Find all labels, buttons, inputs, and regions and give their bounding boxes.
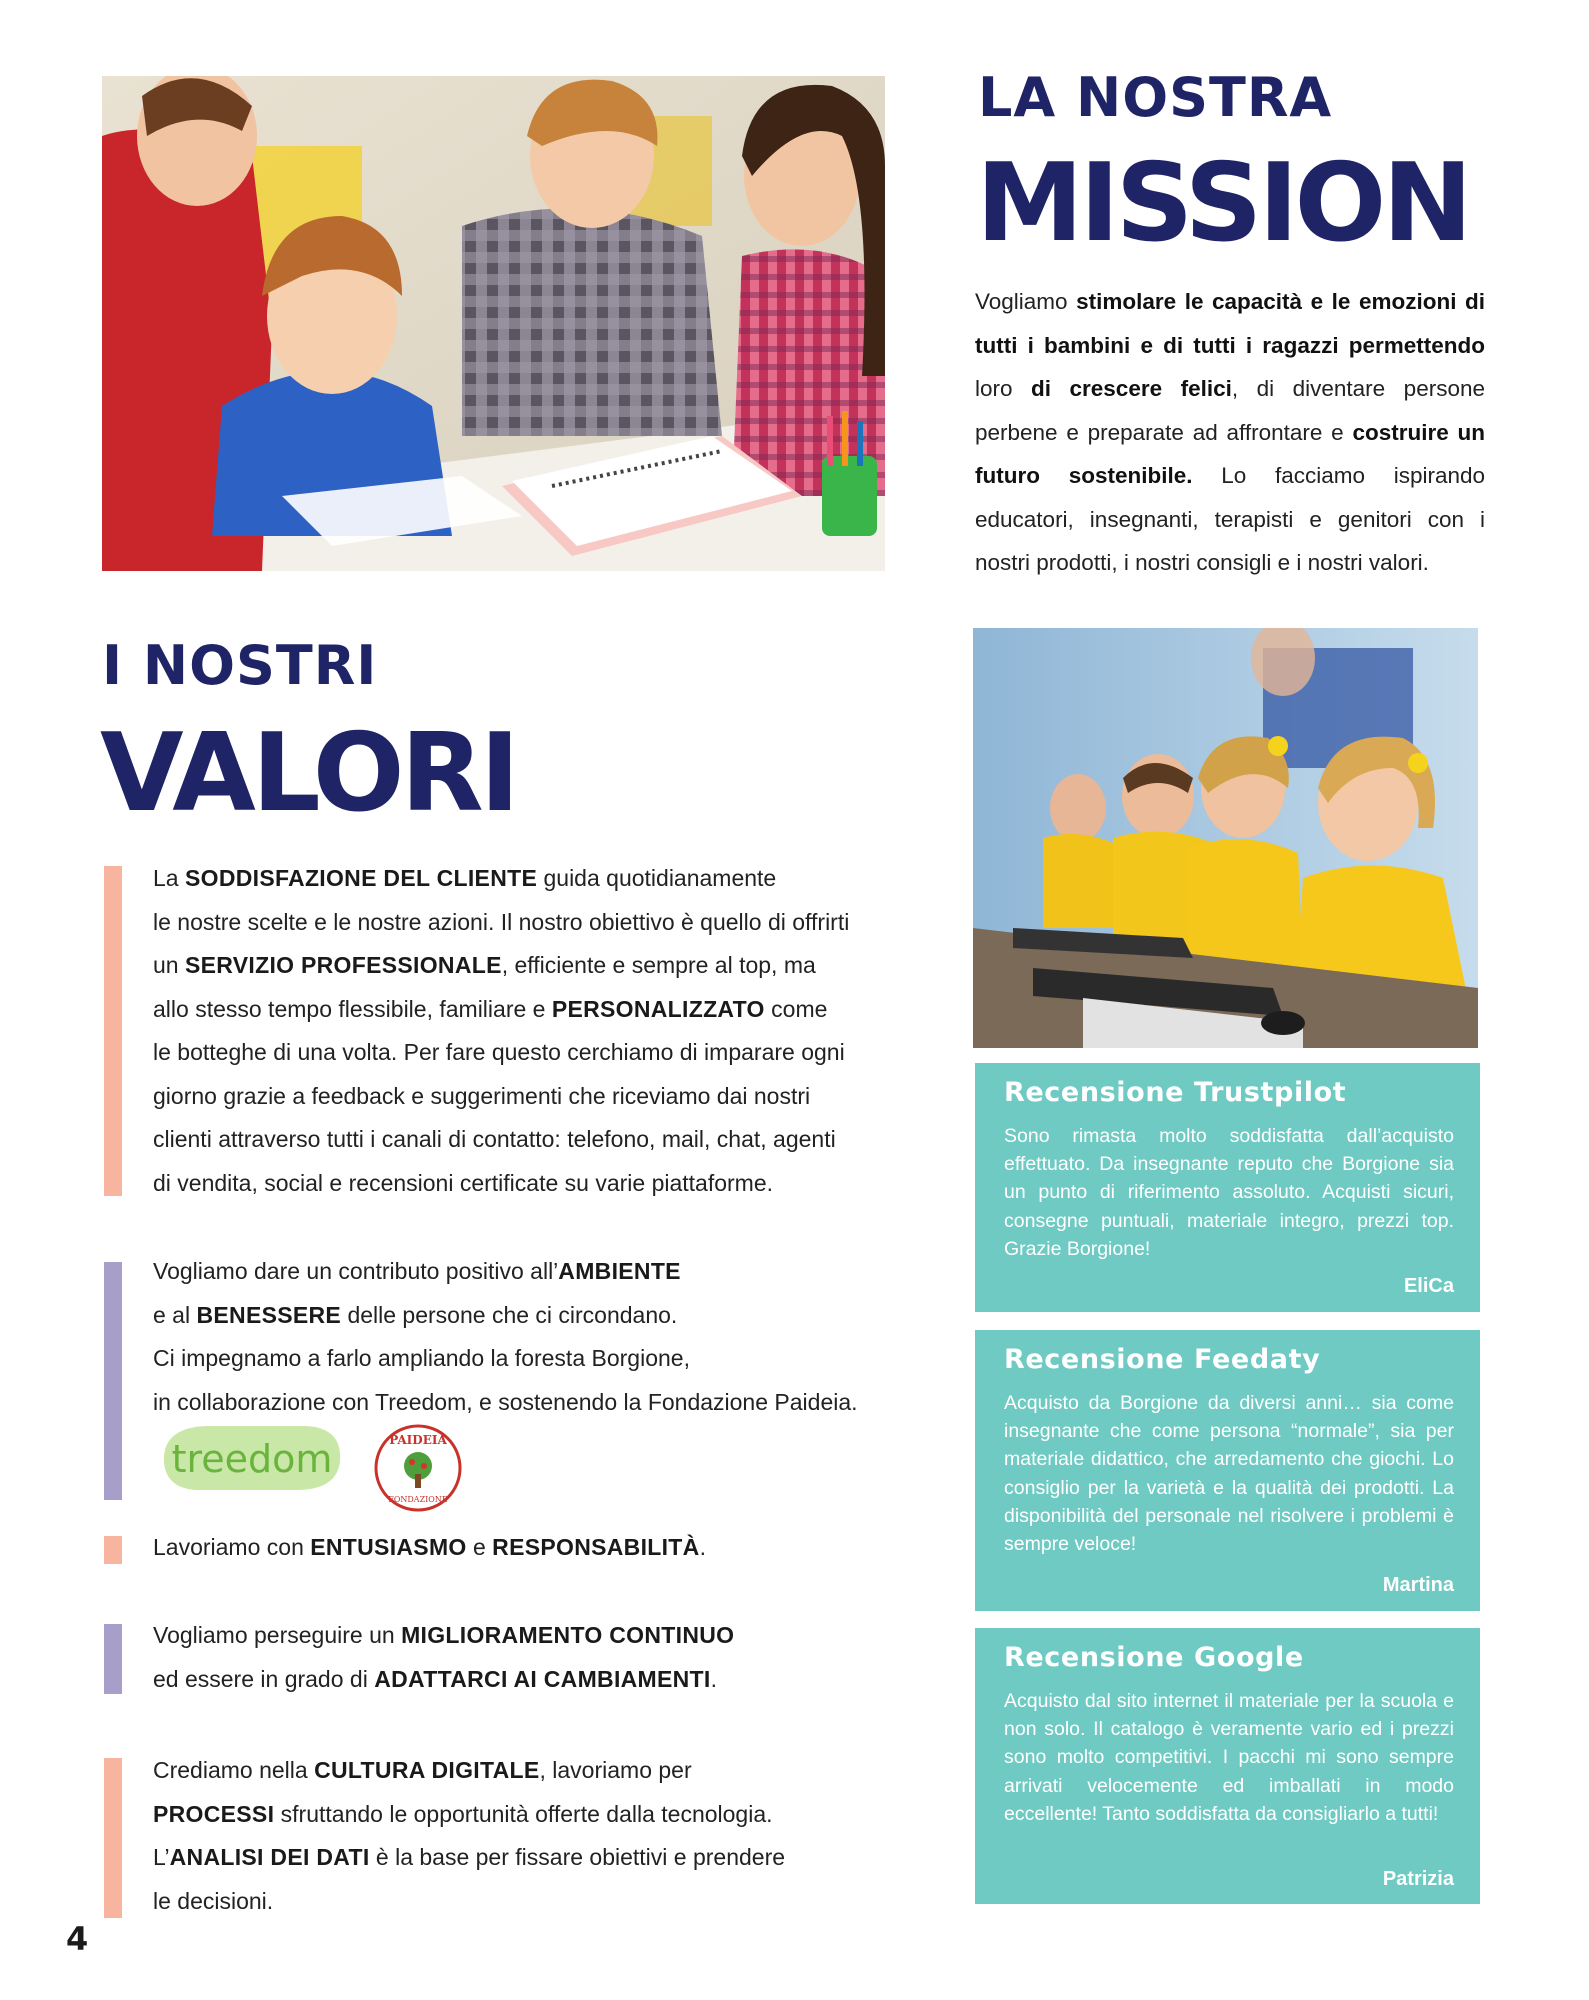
value-text-run: delle persone che ci circondano. (341, 1301, 678, 1328)
value-bar-4 (104, 1624, 122, 1694)
paideia-logo-graphic (372, 1422, 464, 1514)
valori-kicker: I NOSTRI (102, 634, 378, 697)
mission-text-run: Vogliamo (975, 289, 1077, 314)
value-text-run: . (699, 1534, 706, 1560)
value-bar-5 (104, 1758, 122, 1918)
value-text-run: è la base per fissare obiettivi e prendere (369, 1844, 786, 1870)
value-text-run: le decisioni. (153, 1887, 274, 1914)
value-text-run: La (153, 865, 185, 891)
treedom-logo-text: treedom (171, 1437, 333, 1481)
value-keyword: CULTURA DIGITALE (314, 1757, 540, 1783)
review-title: Recensione Google (1004, 1642, 1304, 1673)
value-keyword: PROCESSI (153, 1800, 275, 1827)
mission-text-bold: di crescere felici (1031, 376, 1232, 401)
value-line (153, 1250, 953, 1294)
value-text-run: in collaborazione con Treedom, e sostenendo la Fondazione Paideia. (153, 1388, 858, 1415)
value-line (153, 1880, 913, 1924)
value-bar-3 (104, 1536, 122, 1564)
value-text-run: di vendita, social e recensioni certificate su varie piattaforme. (153, 1169, 774, 1196)
review-author: Patrizia (1382, 1868, 1454, 1890)
value-line (153, 1337, 953, 1381)
value-line (153, 988, 913, 1032)
value-keyword: SERVIZIO PROFESSIONALE (184, 952, 502, 978)
value-text-run: le botteghe di una volta. Per fare questo cerchiamo di imparare ogni (153, 1039, 845, 1065)
kids-computers-illustration (973, 628, 1478, 1048)
valori-title: VALORI (100, 711, 516, 836)
value-line (153, 1614, 913, 1658)
value-keyword: SODDISFAZIONE DEL CLIENTE (184, 865, 538, 891)
value-bar-2 (104, 1262, 122, 1500)
mission-text-run: , di diventare persone perbene e preparate ad affrontare e (975, 376, 1485, 445)
value-text-run: un (153, 952, 185, 978)
value-text-run: ed essere in grado di (153, 1665, 375, 1692)
value-text-run: allo stesso tempo flessibile, familiare e (153, 995, 552, 1022)
value-line (153, 1381, 953, 1425)
mission-kicker: LA NOSTRA (978, 66, 1333, 129)
value-text-run: Lavoriamo con (153, 1534, 311, 1560)
review-title: Recensione Trustpilot (1004, 1077, 1347, 1108)
value-block-improvement (153, 1614, 913, 1701)
value-text-run: , lavoriamo per (539, 1757, 692, 1783)
value-keyword: ANALISI DEI DATI (169, 1844, 370, 1870)
review-card-trustpilot (975, 1063, 1480, 1312)
paideia-logo (372, 1422, 464, 1514)
children-classroom-photo (102, 76, 885, 571)
value-line (153, 1836, 913, 1880)
treedom-logo (156, 1420, 346, 1496)
value-line (153, 1749, 913, 1793)
value-text-run: , efficiente e sempre al top, ma (501, 952, 816, 978)
value-keyword: PERSONALIZZATO (551, 995, 765, 1022)
review-title: Recensione Feedaty (1004, 1344, 1321, 1375)
review-text: Acquisto dal sito internet il materiale per la scuola e non solo. Il catalogo è veramente vario ed i prezzi sono molto competitivi. I pacchi mi sono sempre arrivati velocemente ed imballati in modo eccellente! Tanto soddisfatta da consigliarlo a tutti! (1004, 1690, 1454, 1825)
review-card-feedaty (975, 1330, 1480, 1611)
value-keyword: RESPONSABILITÀ (492, 1534, 700, 1560)
review-text: Acquisto da Borgione da diversi anni… sia come insegnante che come persona “normale”, sia per materiale didattico, che arredamento che giochi. Lo consiglio per la varietà e la qualità dei prodotti. La disponibilità del personale nel risolvere i problemi è sempre veloce! (1004, 1392, 1454, 1556)
value-text-run: Ci impegnamo a farlo ampliando la foresta Borgione, (153, 1345, 690, 1371)
value-keyword: ENTUSIASMO (310, 1534, 467, 1560)
value-text-run: giorno grazie a feedback e suggerimenti che riceviamo dai nostri (153, 1082, 811, 1109)
mission-text-bold: costruire un futuro sostenibile. (975, 419, 1485, 488)
value-block-enthusiasm (153, 1526, 913, 1570)
value-text-run: e (466, 1534, 493, 1560)
value-keyword: ADATTARCI AI CAMBIAMENTI (374, 1665, 711, 1692)
value-text-run: clienti attraverso tutti i canali di contatto: telefono, mail, chat, agenti (153, 1126, 836, 1152)
value-line (153, 1658, 913, 1702)
value-text-run: . (710, 1665, 717, 1692)
value-line (153, 1526, 913, 1570)
value-line (153, 1031, 913, 1075)
value-text-run: e al (153, 1301, 197, 1328)
value-line (153, 1118, 913, 1162)
value-line (153, 1294, 953, 1338)
treedom-logo-graphic (156, 1420, 346, 1496)
review-author: Martina (1382, 1574, 1454, 1596)
value-block-digital (153, 1749, 913, 1923)
value-text-run: guida quotidianamente (537, 865, 777, 891)
value-line (153, 1075, 913, 1119)
value-text-run: Vogliamo dare un contributo positivo all’ (153, 1258, 559, 1284)
value-line (153, 944, 913, 988)
review-author: EliCa (1403, 1275, 1454, 1297)
value-line (153, 1162, 913, 1206)
value-line (153, 857, 913, 901)
value-text-run: L’ (153, 1844, 170, 1870)
page-number: 4 (66, 1920, 89, 1958)
value-text-run: Crediamo nella (153, 1757, 315, 1783)
value-bar-1 (104, 866, 122, 1196)
value-text-run: sfruttando le opportunità offerte dalla tecnologia. (274, 1800, 773, 1827)
children-classroom-illustration (102, 76, 885, 571)
value-keyword: AMBIENTE (558, 1258, 681, 1284)
value-block-environment (153, 1250, 953, 1424)
review-card-google (975, 1628, 1480, 1904)
mission-text-bold: stimolare le capacità e le emozioni di tutti i bambini e di tutti i ragazzi permettendo (975, 289, 1485, 358)
value-line (153, 901, 913, 945)
review-text: Sono rimasta molto soddisfatta dall’acquisto effettuato. Da insegnante reputo che Borgione sia un punto di riferimento assoluto. Acquisti sicuri, consegne puntuali, materiale integro, prezzi top. Grazie Borgione! (1004, 1125, 1454, 1260)
mission-text-run: loro (975, 376, 1032, 401)
value-keyword: MIGLIORAMENTO CONTINUO (401, 1622, 735, 1648)
value-block-customer (153, 857, 913, 1205)
paideia-logo-top-text: PAIDEIA (389, 1433, 447, 1447)
value-line (153, 1793, 913, 1837)
value-text-run: come (764, 995, 828, 1022)
kids-computers-photo (973, 628, 1478, 1048)
mission-text-run: Lo facciamo ispirando educatori, insegnanti, terapisti e genitori con i nostri prodotti, i nostri consigli e i nostri valori. (975, 463, 1485, 575)
value-text-run: le nostre scelte e le nostre azioni. Il nostro obiettivo è quello di offrirti (153, 908, 850, 935)
paideia-logo-bottom-text: FONDAZIONE (388, 1495, 448, 1504)
mission-title: MISSION (976, 141, 1469, 266)
value-keyword: BENESSERE (196, 1301, 342, 1328)
mission-paragraph (975, 280, 1485, 585)
value-text-run: Vogliamo perseguire un (153, 1622, 402, 1648)
